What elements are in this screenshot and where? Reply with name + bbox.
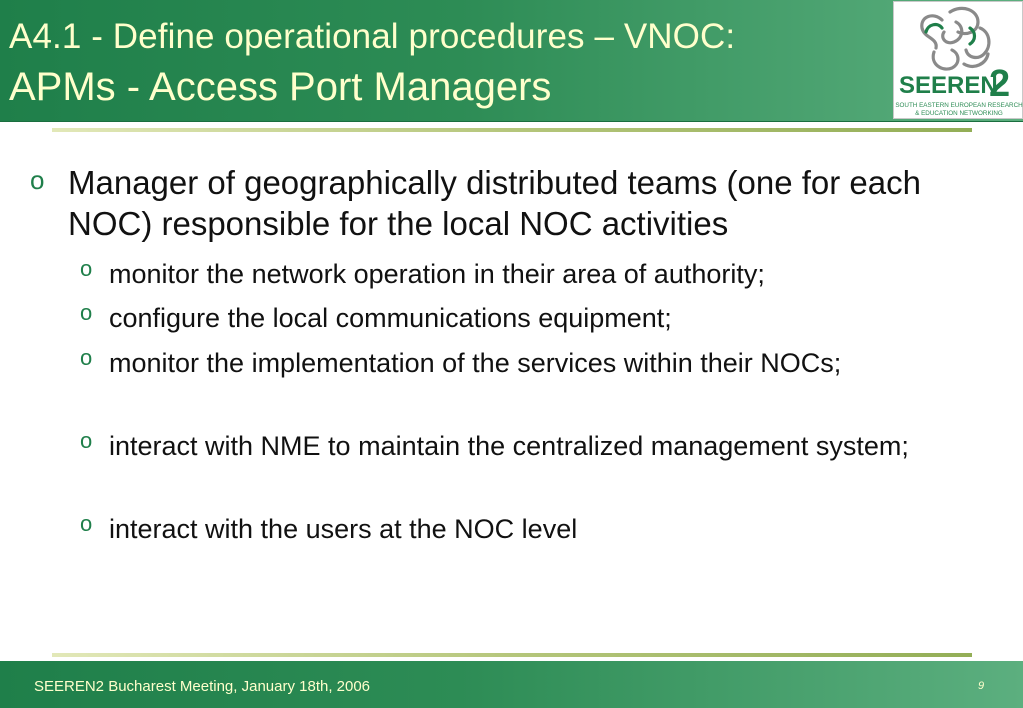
bullet-marker: o	[30, 165, 45, 195]
slide-title-line2: APMs - Access Port Managers	[9, 65, 552, 109]
slide-title-line1: A4.1 - Define operational procedures – VNOC:	[9, 17, 736, 56]
sub-bullet-text: monitor the implementation of the services within their NOCs;	[109, 348, 842, 378]
footer-text: SEEREN2 Bucharest Meeting, January 18th, 2006	[34, 678, 371, 695]
logo-brand-suffix: 2	[989, 63, 1011, 105]
sub-bullet-text: interact with NME to maintain the centralized management system;	[109, 431, 909, 461]
bullet-marker: o	[80, 300, 93, 325]
sub-bullet-text: configure the local communications equipment;	[109, 303, 672, 333]
page-number: 9	[978, 680, 985, 692]
bullet-marker: o	[80, 256, 93, 281]
logo-brand-text: SEEREN	[899, 72, 998, 99]
sub-bullet-text: monitor the network operation in their area of authority;	[109, 259, 765, 289]
bottom-divider	[52, 653, 972, 657]
bullet-marker: o	[80, 345, 93, 370]
main-bullet-text: Manager of geographically distributed teams (one for each NOC) responsible for the local NOC activities	[68, 164, 921, 242]
bullet-marker: o	[80, 428, 93, 453]
sub-bullet-text: interact with the users at the NOC level	[109, 514, 578, 544]
bullet-marker: o	[80, 511, 93, 536]
logo-tagline-line1: SOUTH EASTERN EUROPEAN RESEARCH	[895, 102, 1023, 109]
slide-footer	[0, 661, 1023, 708]
logo-tagline-line2: & EDUCATION NETWORKING	[915, 110, 1003, 117]
